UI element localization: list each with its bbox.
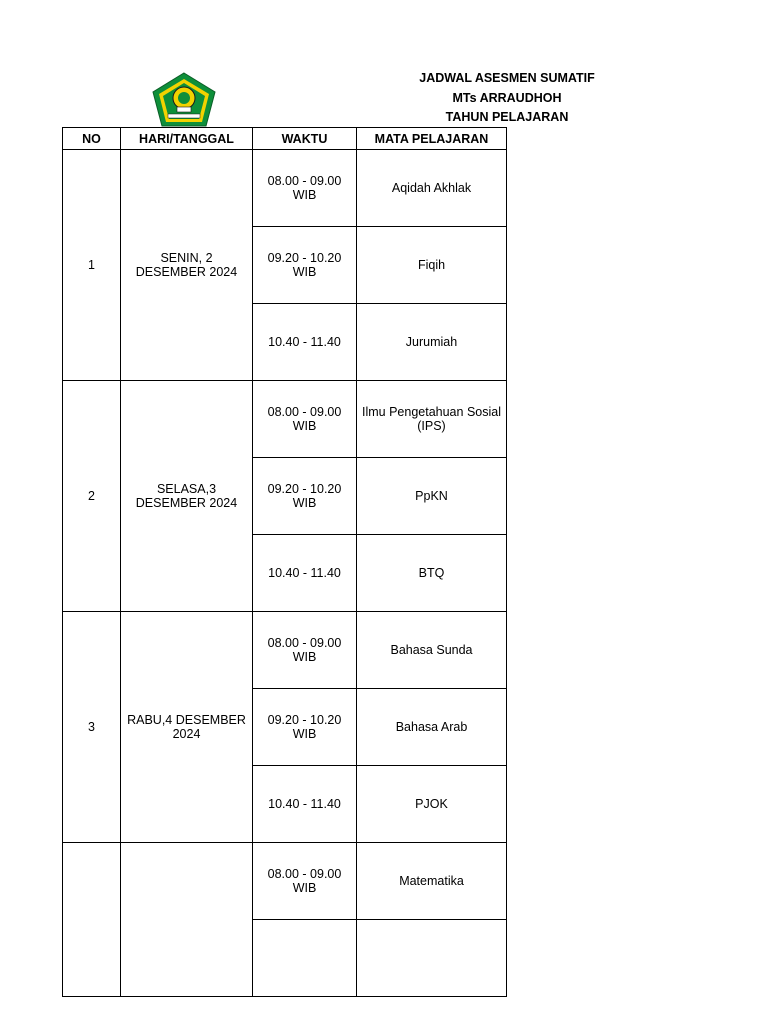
time-cell: 09.20 - 10.20 WIB: [253, 458, 357, 535]
row-number: [63, 843, 121, 997]
school-emblem-icon: [151, 72, 217, 127]
subject-cell: Jurumiah: [357, 304, 507, 381]
day-date-cell: RABU,4 DESEMBER 2024: [121, 612, 253, 843]
subject-cell: PJOK: [357, 766, 507, 843]
subject-cell: Matematika: [357, 843, 507, 920]
column-header-subject: MATA PELAJARAN: [357, 128, 507, 150]
subject-cell: Bahasa Sunda: [357, 612, 507, 689]
subject-cell: Bahasa Arab: [357, 689, 507, 766]
table-row: [63, 843, 507, 920]
day-date-cell: [121, 843, 253, 997]
table-header-row: [63, 128, 507, 150]
day-date-cell: SENIN, 2 DESEMBER 2024: [121, 150, 253, 381]
subject-cell: [357, 920, 507, 997]
academic-year-label: TAHUN PELAJARAN: [445, 110, 569, 124]
column-header-day: HARI/TANGGAL: [121, 128, 253, 150]
time-cell: 08.00 - 09.00 WIB: [253, 843, 357, 920]
time-cell: 08.00 - 09.00 WIB: [253, 381, 357, 458]
table-row: [63, 381, 507, 458]
row-number: 2: [63, 381, 121, 612]
time-cell: 08.00 - 09.00 WIB: [253, 150, 357, 227]
subject-cell: Ilmu Pengetahuan Sosial (IPS): [357, 381, 507, 458]
time-cell: 08.00 - 09.00 WIB: [253, 612, 357, 689]
schedule-table: [62, 127, 507, 997]
time-cell: 09.20 - 10.20 WIB: [253, 227, 357, 304]
day-date-cell: SELASA,3 DESEMBER 2024: [121, 381, 253, 612]
time-cell: [253, 920, 357, 997]
time-cell: 10.40 - 11.40: [253, 766, 357, 843]
subject-cell: Fiqih: [357, 227, 507, 304]
row-number: 1: [63, 150, 121, 381]
document-title: JADWAL ASESMEN SUMATIF: [419, 71, 595, 85]
subject-cell: BTQ: [357, 535, 507, 612]
row-number: 3: [63, 612, 121, 843]
subject-cell: Aqidah Akhlak: [357, 150, 507, 227]
time-cell: 09.20 - 10.20 WIB: [253, 689, 357, 766]
time-cell: 10.40 - 11.40: [253, 304, 357, 381]
time-cell: 10.40 - 11.40: [253, 535, 357, 612]
column-header-time: WAKTU: [253, 128, 357, 150]
table-row: [63, 612, 507, 689]
subject-cell: PpKN: [357, 458, 507, 535]
table-row: [63, 150, 507, 227]
column-header-no: NO: [63, 128, 121, 150]
school-name: MTs ARRAUDHOH: [452, 91, 562, 105]
